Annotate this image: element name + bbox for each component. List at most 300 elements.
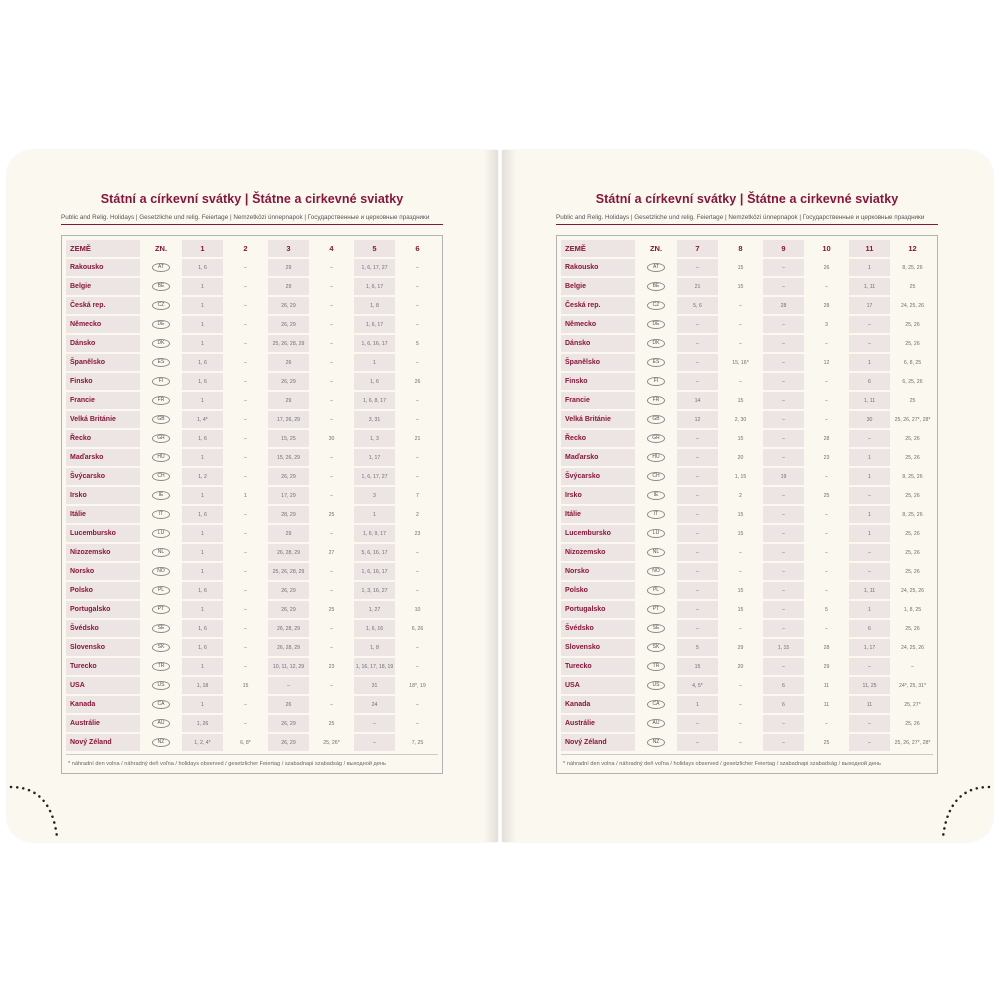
holiday-cell: 1 — [180, 487, 223, 506]
country-code-badge: SE — [152, 624, 170, 634]
holiday-cell: – — [675, 506, 718, 525]
holiday-cell: 29 — [266, 278, 309, 297]
holiday-cell: 25, 26 — [890, 620, 933, 639]
country-code-cell — [635, 620, 675, 639]
holiday-cell: – — [675, 620, 718, 639]
holiday-cell: 15 — [718, 506, 761, 525]
holiday-cell: 3 — [352, 487, 395, 506]
holiday-cell: 1 — [180, 658, 223, 677]
country-code-cell — [140, 734, 180, 753]
holiday-cell: 6 — [847, 620, 890, 639]
holiday-cell: – — [223, 639, 266, 658]
holiday-cell: 25 — [309, 506, 352, 525]
country-code-cell — [140, 297, 180, 316]
holiday-cell: – — [847, 734, 890, 753]
holiday-cell: – — [309, 392, 352, 411]
page-subtitle-right: Public and Relig. Holidays | Gesetzliche und relig. Feiertage | Nemzetközi ünnepnapok | Государственные и церковные праздники — [556, 214, 938, 225]
holiday-cell: – — [804, 620, 847, 639]
holiday-cell: – — [761, 259, 804, 278]
holiday-cell: 25, 26 — [890, 525, 933, 544]
holiday-cell: 1 — [352, 506, 395, 525]
holiday-cell: – — [395, 582, 438, 601]
holiday-cell: – — [395, 316, 438, 335]
holiday-cell: – — [804, 715, 847, 734]
country-name: Itálie — [561, 506, 635, 525]
table-row — [561, 259, 933, 278]
country-code-cell — [140, 354, 180, 373]
holiday-cell: 25 — [804, 487, 847, 506]
page-title-right: Státní a církevní svátky | Štátne a cirkevné sviatky — [595, 192, 899, 206]
holiday-cell: – — [675, 487, 718, 506]
table-row — [561, 449, 933, 468]
holiday-cell: 1 — [223, 487, 266, 506]
country-code-badge: DE — [152, 320, 170, 330]
holiday-cell: 28 — [804, 639, 847, 658]
country-name: Itálie — [66, 506, 140, 525]
holiday-cell: 1 — [847, 525, 890, 544]
country-name: Slovensko — [561, 639, 635, 658]
holiday-cell: – — [718, 696, 761, 715]
holiday-cell: 6, 8, 25 — [890, 354, 933, 373]
holiday-cell: 6 — [761, 696, 804, 715]
holiday-cell: – — [309, 354, 352, 373]
country-code-cell — [140, 392, 180, 411]
holiday-cell: – — [761, 582, 804, 601]
holiday-cell: – — [761, 658, 804, 677]
table-row — [561, 430, 933, 449]
country-name: Nizozemsko — [66, 544, 140, 563]
holiday-cell: 3, 31 — [352, 411, 395, 430]
country-name: Dánsko — [66, 335, 140, 354]
country-code-badge: CH — [647, 472, 665, 482]
holiday-cell: 1, 4* — [180, 411, 223, 430]
table-row — [66, 259, 438, 278]
holiday-cell: 1 — [847, 354, 890, 373]
holiday-cell: 1, 16, 17, 18, 19 — [352, 658, 395, 677]
country-code-badge: NO — [647, 567, 665, 577]
holiday-cell: – — [761, 487, 804, 506]
country-name: Finsko — [66, 373, 140, 392]
country-code-cell — [140, 506, 180, 525]
country-name: Portugalsko — [561, 601, 635, 620]
holiday-cell: 5 — [675, 639, 718, 658]
holiday-cell: – — [761, 620, 804, 639]
holiday-cell: – — [761, 544, 804, 563]
country-name: Německo — [66, 316, 140, 335]
holiday-cell: – — [223, 715, 266, 734]
holiday-cell: 1 — [180, 601, 223, 620]
holiday-cell: 1 — [180, 278, 223, 297]
table-row — [561, 582, 933, 601]
table-row — [561, 734, 933, 753]
country-name: Belgie — [561, 278, 635, 297]
holiday-cell: – — [675, 335, 718, 354]
holiday-table-left — [66, 240, 438, 753]
holiday-cell: 1, 11 — [847, 392, 890, 411]
table-row — [561, 278, 933, 297]
holiday-cell: 29 — [266, 259, 309, 278]
holiday-cell: 12 — [804, 354, 847, 373]
holiday-cell: 18*, 19 — [395, 677, 438, 696]
holiday-cell: – — [223, 297, 266, 316]
holiday-cell: 1 — [847, 601, 890, 620]
country-code-badge: AU — [152, 719, 170, 729]
holiday-cell: 15 — [223, 677, 266, 696]
column-header-code: ZN. — [635, 240, 675, 259]
country-name: Maďarsko — [66, 449, 140, 468]
country-code-cell — [140, 658, 180, 677]
holiday-cell: 28 — [761, 297, 804, 316]
holiday-cell: – — [761, 354, 804, 373]
holiday-cell: 1, 6 — [180, 506, 223, 525]
holiday-cell: – — [395, 696, 438, 715]
table-row — [66, 620, 438, 639]
holiday-cell: 1, 18 — [180, 677, 223, 696]
holiday-cell: 31 — [352, 677, 395, 696]
holiday-cell: 1 — [180, 335, 223, 354]
country-code-badge: NZ — [647, 738, 665, 748]
holiday-cell: – — [718, 563, 761, 582]
holiday-cell: 1, 3 — [352, 430, 395, 449]
country-code-badge: GB — [647, 415, 665, 425]
country-code-cell — [140, 620, 180, 639]
holiday-cell: 1, 6 — [180, 354, 223, 373]
column-header-month: 7 — [675, 240, 718, 259]
holiday-cell: – — [675, 259, 718, 278]
holiday-cell: – — [718, 734, 761, 753]
holiday-cell: 23 — [395, 525, 438, 544]
holiday-cell: 27 — [309, 544, 352, 563]
holiday-cell: – — [804, 335, 847, 354]
holiday-cell: 26, 29 — [266, 734, 309, 753]
country-name: Slovensko — [66, 639, 140, 658]
holiday-cell: 25, 26, 27*, 28* — [890, 734, 933, 753]
footnote-right: * náhradní den volna / náhradný deň voľna / holidays observed / gesetzlicher Feiertag / szabadnapi szabadság / выходной день — [561, 754, 933, 770]
country-code-badge: SE — [647, 624, 665, 634]
holiday-cell: 30 — [847, 411, 890, 430]
holiday-cell: 25, 26 — [890, 335, 933, 354]
holiday-cell: – — [395, 658, 438, 677]
column-header-month: 2 — [223, 240, 266, 259]
country-code-cell — [635, 316, 675, 335]
holiday-cell: 24 — [352, 696, 395, 715]
right-page — [502, 150, 993, 842]
holiday-cell: 1, 6, 17, 27 — [352, 259, 395, 278]
table-row — [66, 563, 438, 582]
table-row — [66, 392, 438, 411]
country-code-cell — [635, 468, 675, 487]
holiday-cell: – — [804, 278, 847, 297]
holiday-cell: – — [675, 449, 718, 468]
holiday-cell: – — [718, 677, 761, 696]
holiday-cell: 6, 8* — [223, 734, 266, 753]
holiday-cell: – — [395, 392, 438, 411]
country-code-badge: FR — [152, 396, 170, 406]
holiday-cell: – — [309, 487, 352, 506]
table-row — [66, 297, 438, 316]
page-title: Státní a církevní svátky | Štátne a cirkevné sviatky — [100, 192, 404, 206]
holiday-cell: 1, 6, 9, 17 — [352, 525, 395, 544]
column-header-country: ZEMĚ — [66, 240, 140, 259]
holiday-cell: 1, 6 — [352, 373, 395, 392]
column-header-month: 12 — [890, 240, 933, 259]
table-row — [561, 715, 933, 734]
country-code-cell — [635, 392, 675, 411]
table-row — [561, 563, 933, 582]
holiday-cell: – — [309, 563, 352, 582]
holiday-cell: – — [309, 582, 352, 601]
table-row — [66, 677, 438, 696]
country-code-cell — [140, 544, 180, 563]
holiday-cell: 2, 30 — [718, 411, 761, 430]
holiday-cell: 1 — [847, 506, 890, 525]
country-code-cell — [635, 544, 675, 563]
holiday-cell: 15, 16* — [718, 354, 761, 373]
country-name: Polsko — [561, 582, 635, 601]
table-row — [66, 506, 438, 525]
holiday-cell: – — [395, 411, 438, 430]
table-row — [66, 734, 438, 753]
holiday-cell: – — [675, 468, 718, 487]
holiday-cell: 1, 6, 16, 17 — [352, 335, 395, 354]
country-name: Kanada — [561, 696, 635, 715]
holiday-cell: 15, 25 — [266, 430, 309, 449]
country-name: Portugalsko — [66, 601, 140, 620]
holiday-cell: 2 — [718, 487, 761, 506]
country-name: Česká rep. — [561, 297, 635, 316]
holiday-cell: 1, 6 — [180, 582, 223, 601]
holiday-cell: 1, 6, 17 — [352, 316, 395, 335]
holiday-cell: – — [804, 544, 847, 563]
holiday-cell: – — [223, 582, 266, 601]
country-name: Švýcarsko — [561, 468, 635, 487]
holiday-cell: 8, 25, 26 — [890, 506, 933, 525]
country-code-cell — [140, 449, 180, 468]
holiday-cell: 1, 2 — [180, 468, 223, 487]
country-code-cell — [635, 278, 675, 297]
country-code-badge: BE — [152, 282, 170, 292]
holiday-cell: – — [675, 430, 718, 449]
holiday-cell: 25, 26* — [309, 734, 352, 753]
country-name: Německo — [561, 316, 635, 335]
holiday-cell: – — [675, 354, 718, 373]
country-code-cell — [140, 563, 180, 582]
country-name: Španělsko — [561, 354, 635, 373]
holiday-cell: – — [395, 639, 438, 658]
holiday-cell: – — [223, 373, 266, 392]
table-row — [66, 544, 438, 563]
holiday-cell: – — [223, 506, 266, 525]
holiday-cell: 6 — [761, 677, 804, 696]
country-code-badge: NL — [152, 548, 170, 558]
country-code-cell — [635, 715, 675, 734]
holiday-cell: 24, 25, 26 — [890, 297, 933, 316]
holiday-cell: 12 — [675, 411, 718, 430]
holiday-cell: 1, 3, 16, 27 — [352, 582, 395, 601]
country-code-cell — [635, 506, 675, 525]
holiday-cell: – — [223, 411, 266, 430]
column-header-code: ZN. — [140, 240, 180, 259]
country-code-badge: PL — [152, 586, 170, 596]
column-header-month: 9 — [761, 240, 804, 259]
column-header-month: 11 — [847, 240, 890, 259]
holiday-cell: – — [718, 297, 761, 316]
table-row — [561, 335, 933, 354]
holiday-table-frame-right — [556, 235, 938, 774]
holiday-cell: – — [804, 506, 847, 525]
holiday-cell: 1, 8 — [352, 297, 395, 316]
holiday-cell: – — [309, 639, 352, 658]
holiday-cell: – — [309, 696, 352, 715]
country-name: Rakousko — [66, 259, 140, 278]
country-code-cell — [140, 487, 180, 506]
holiday-cell: 1, 6, 8, 17 — [352, 392, 395, 411]
holiday-cell: 26, 28, 29 — [266, 639, 309, 658]
country-code-cell — [140, 525, 180, 544]
holiday-cell: 29 — [718, 639, 761, 658]
holiday-table-frame — [61, 235, 443, 774]
country-name: Dánsko — [561, 335, 635, 354]
holiday-cell: 8, 25, 26 — [890, 259, 933, 278]
country-name: Švédsko — [66, 620, 140, 639]
country-code-badge: GB — [152, 415, 170, 425]
holiday-cell: – — [675, 563, 718, 582]
country-name: USA — [561, 677, 635, 696]
table-row — [561, 506, 933, 525]
holiday-cell: 1, 6, 17 — [352, 278, 395, 297]
country-code-badge: CH — [152, 472, 170, 482]
table-row — [561, 601, 933, 620]
holiday-cell: – — [223, 278, 266, 297]
holiday-cell: – — [309, 468, 352, 487]
country-code-badge: AT — [647, 263, 665, 273]
country-code-cell — [635, 411, 675, 430]
holiday-cell: – — [761, 715, 804, 734]
column-header-month: 5 — [352, 240, 395, 259]
country-code-cell — [635, 601, 675, 620]
holiday-cell: 1, 15 — [718, 468, 761, 487]
holiday-cell: 26 — [266, 696, 309, 715]
table-row — [66, 278, 438, 297]
table-row — [561, 354, 933, 373]
holiday-cell: – — [847, 563, 890, 582]
country-code-cell — [140, 335, 180, 354]
holiday-cell: – — [847, 487, 890, 506]
holiday-cell: 1, 6 — [180, 430, 223, 449]
country-code-cell — [140, 639, 180, 658]
table-header-right — [561, 240, 933, 259]
holiday-cell: – — [223, 354, 266, 373]
holiday-cell: 23 — [804, 449, 847, 468]
holiday-cell: – — [675, 525, 718, 544]
holiday-cell: – — [804, 392, 847, 411]
table-row — [66, 582, 438, 601]
holiday-cell: – — [675, 715, 718, 734]
holiday-cell: 1, 6, 17, 27 — [352, 468, 395, 487]
holiday-cell: 1, 17 — [352, 449, 395, 468]
holiday-cell: 15 — [718, 430, 761, 449]
country-code-badge: HU — [647, 453, 665, 463]
holiday-cell: – — [804, 525, 847, 544]
table-row — [561, 316, 933, 335]
holiday-cell: 15 — [718, 601, 761, 620]
table-header — [66, 240, 438, 259]
holiday-cell: 11 — [804, 677, 847, 696]
column-header-month: 8 — [718, 240, 761, 259]
holiday-cell: 25, 26 — [890, 544, 933, 563]
country-code-cell — [140, 411, 180, 430]
holiday-cell: – — [223, 563, 266, 582]
holiday-cell: 1, 27 — [352, 601, 395, 620]
holiday-cell: 24, 25, 26 — [890, 582, 933, 601]
holiday-cell: – — [223, 468, 266, 487]
table-row — [66, 430, 438, 449]
table-row — [561, 620, 933, 639]
country-code-badge: CZ — [647, 301, 665, 311]
holiday-cell: 11 — [804, 696, 847, 715]
holiday-cell: 25 — [890, 392, 933, 411]
holiday-cell: – — [761, 278, 804, 297]
holiday-cell: – — [395, 278, 438, 297]
table-row — [561, 468, 933, 487]
country-code-cell — [635, 487, 675, 506]
holiday-cell: 10, 11, 12, 29 — [266, 658, 309, 677]
table-row — [66, 316, 438, 335]
country-code-badge: CZ — [152, 301, 170, 311]
holiday-cell: 29 — [804, 658, 847, 677]
holiday-cell: 30 — [309, 430, 352, 449]
table-row — [66, 468, 438, 487]
holiday-cell: 25, 26, 27*, 28* — [890, 411, 933, 430]
country-code-cell — [635, 639, 675, 658]
country-code-badge: IE — [647, 491, 665, 501]
holiday-cell: – — [223, 696, 266, 715]
holiday-cell: 5, 6 — [675, 297, 718, 316]
country-code-badge: NZ — [152, 738, 170, 748]
holiday-cell: – — [804, 373, 847, 392]
country-code-cell — [635, 335, 675, 354]
country-code-badge: NO — [152, 567, 170, 577]
country-code-cell — [140, 278, 180, 297]
holiday-cell: 17, 29 — [266, 487, 309, 506]
holiday-cell: 1 — [352, 354, 395, 373]
holiday-cell: 26, 29 — [266, 316, 309, 335]
country-code-badge: TR — [152, 662, 170, 672]
holiday-cell: – — [761, 392, 804, 411]
holiday-cell: – — [847, 430, 890, 449]
table-row — [66, 639, 438, 658]
left-page — [7, 150, 498, 842]
country-name: Rakousko — [561, 259, 635, 278]
country-code-badge: CA — [152, 700, 170, 710]
table-row — [66, 658, 438, 677]
holiday-cell: 5, 6, 16, 17 — [352, 544, 395, 563]
table-row — [561, 297, 933, 316]
holiday-cell: 29 — [266, 525, 309, 544]
country-code-badge: ES — [647, 358, 665, 368]
country-code-badge: LU — [152, 529, 170, 539]
table-row — [561, 411, 933, 430]
country-code-badge: LU — [647, 529, 665, 539]
country-code-badge: TR — [647, 662, 665, 672]
table-row — [66, 715, 438, 734]
country-code-cell — [635, 696, 675, 715]
holiday-cell: 26, 28, 29 — [266, 620, 309, 639]
table-row — [66, 373, 438, 392]
holiday-cell: 1, 8, 25 — [890, 601, 933, 620]
country-name: Irsko — [561, 487, 635, 506]
country-name: Turecko — [66, 658, 140, 677]
